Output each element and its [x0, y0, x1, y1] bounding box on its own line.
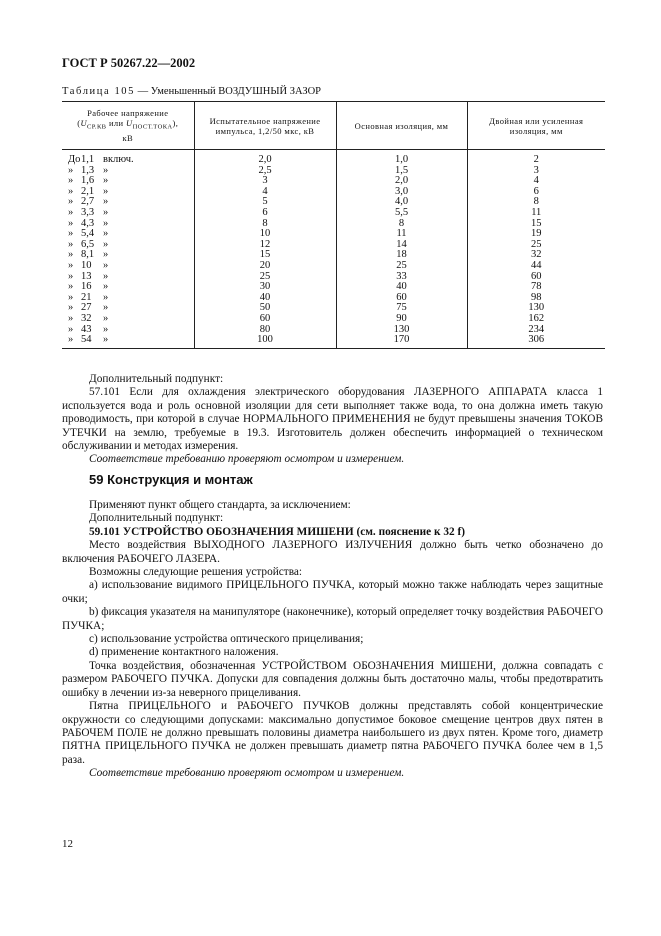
cell-basic-insulation: 1,0	[336, 150, 467, 166]
section-59	[62, 473, 603, 486]
cell-working-voltage	[62, 335, 194, 348]
table-caption	[62, 86, 321, 97]
cell-suffix: »	[103, 185, 109, 197]
cell-test-voltage: 3	[194, 176, 336, 187]
cell-voltage-value: 16	[81, 281, 92, 293]
header-test-voltage: Испытательное напряжение импульса, 1,2/50 мкс, кВ	[194, 102, 336, 150]
table-row	[62, 197, 605, 208]
table-header-row	[62, 102, 605, 150]
cell-suffix: »	[103, 259, 109, 271]
table-row	[62, 187, 605, 198]
list-item-c: с) использование устройства оптического прицеливания;	[89, 633, 364, 646]
header-working-voltage: Рабочее напряжение ($U_{СР.КВ}$ или $U_{ПОСТ.ТОКА}$), кВ	[62, 102, 194, 150]
cell-suffix: »	[103, 249, 109, 261]
cell-voltage-value: 10	[81, 259, 92, 271]
header-basic-insulation: Основная изоляция, мм	[336, 102, 467, 150]
cell-double-insulation: 19	[467, 229, 605, 240]
cell-qualifier: »	[68, 185, 74, 197]
cell-suffix: »	[103, 175, 109, 187]
cell-qualifier: »	[68, 259, 74, 271]
cell-basic-insulation: 18	[336, 250, 467, 261]
table-row	[62, 314, 605, 325]
cell-qualifier: »	[68, 249, 74, 261]
table-caption-number: Таблица 105	[62, 86, 136, 97]
cell-basic-insulation: 4,0	[336, 197, 467, 208]
cell-double-insulation: 15	[467, 219, 605, 230]
cell-working-voltage	[62, 150, 194, 166]
cell-voltage-value: 32	[81, 312, 92, 324]
cell-suffix: »	[103, 302, 109, 314]
table-row	[62, 240, 605, 251]
header-sub-rms: СР.КВ	[86, 123, 107, 131]
air-clearance-table	[62, 101, 605, 349]
table-row	[62, 166, 605, 177]
cell-test-voltage: 2,0	[194, 150, 336, 166]
table-row	[62, 229, 605, 240]
cell-test-voltage: 6	[194, 208, 336, 219]
cell-test-voltage: 50	[194, 303, 336, 314]
paragraph-target-indicator: Точка воздействия, обозначенная УСТРОЙСТВОМ ОБОЗНАЧЕНИЯ МИШЕНИ, должна совпадать с размером РАБОЧЕГО ПУЧКА. Допуски для совпадения должны быть достаточно малы, чтобы предотвратить ошибку в лечении из-за неверного прицеливания.	[62, 659, 603, 699]
cell-voltage-value: 2,7	[81, 196, 95, 208]
paragraph-additional-subclause: Дополнительный подпункт:	[89, 373, 224, 385]
list-item-a: а) использование видимого ПРИЦЕЛЬНОГО ПУЧКА, который можно также наблюдать через защитные очки;	[62, 579, 603, 605]
paragraph-general-standard: Применяют пункт общего стандарта, за исключением:	[89, 499, 351, 511]
cell-test-voltage: 12	[194, 240, 336, 251]
header-double-insulation: Двойная или усиленная изоляция, мм	[467, 102, 605, 150]
cell-basic-insulation: 90	[336, 314, 467, 325]
page-number: 12	[62, 838, 73, 850]
cell-double-insulation: 130	[467, 303, 605, 314]
table-row	[62, 303, 605, 314]
cell-suffix: »	[103, 270, 109, 282]
header-or: или	[106, 118, 127, 129]
cell-qualifier: »	[68, 228, 74, 240]
paragraph-compliance-2: Соответствие требованию проверяют осмотром и измерением.	[89, 767, 405, 780]
cell-double-insulation: 32	[467, 250, 605, 261]
cell-working-voltage	[62, 208, 194, 219]
header-working-voltage-unit: кВ	[122, 132, 134, 143]
cell-basic-insulation: 130	[336, 325, 467, 336]
cell-basic-insulation: 11	[336, 229, 467, 240]
header-var-u1: U	[80, 118, 87, 129]
cell-voltage-value: 8,1	[81, 249, 95, 261]
cell-voltage-value: 54	[81, 334, 92, 346]
cell-test-voltage: 80	[194, 325, 336, 336]
table-caption-title: — Уменьшенный ВОЗДУШНЫЙ ЗАЗОР	[135, 86, 322, 97]
cell-basic-insulation: 5,5	[336, 208, 467, 219]
cell-voltage-value: 5,4	[81, 228, 95, 240]
cell-double-insulation: 98	[467, 293, 605, 304]
cell-double-insulation: 78	[467, 282, 605, 293]
cell-double-insulation: 306	[467, 335, 605, 348]
cell-double-insulation: 2	[467, 150, 605, 166]
cell-basic-insulation: 25	[336, 261, 467, 272]
text-block-59	[62, 499, 603, 781]
cell-basic-insulation: 33	[336, 272, 467, 283]
cell-basic-insulation: 1,5	[336, 166, 467, 177]
cell-test-voltage: 5	[194, 197, 336, 208]
cell-qualifier: »	[68, 206, 74, 218]
table-row	[62, 282, 605, 293]
cell-basic-insulation: 75	[336, 303, 467, 314]
cell-voltage-value: 1,3	[81, 164, 95, 176]
cell-qualifier: »	[68, 238, 74, 250]
cell-suffix: »	[103, 291, 109, 303]
cell-voltage-value: 1,6	[81, 175, 95, 187]
cell-voltage-value: 3,3	[81, 206, 95, 218]
header-var-u2: U	[126, 118, 133, 129]
list-item-d: d) применение контактного наложения.	[89, 646, 279, 659]
cell-voltage-value: 43	[81, 323, 92, 335]
cell-voltage-value: 4,3	[81, 217, 95, 229]
cell-voltage-value: 6,5	[81, 238, 95, 250]
cell-suffix: »	[103, 334, 109, 346]
cell-test-voltage: 15	[194, 250, 336, 261]
cell-test-voltage: 10	[194, 229, 336, 240]
cell-qualifier: »	[68, 175, 74, 187]
cell-voltage-value: 1,1	[81, 154, 95, 165]
header-sub-dc: ПОСТ.ТОКА	[132, 123, 173, 131]
paragraph-57-101: 57.101 Если для охлаждения электрического оборудования ЛАЗЕРНОГО АППАРАТА класса 1 используется вода и роль основной изоляции для сети выполняет также вода, то она должна иметь такую проводимость, при которой в случае НОРМАЛЬНОГО ПРИМЕНЕНИЯ не будут превышены значения ТОКОВ УТЕЧКИ на землю, требуемые в 19.3. Изготовитель должен обеспечить информацией о техническом обслуживании и методах измерения.	[62, 386, 603, 453]
cell-test-voltage: 30	[194, 282, 336, 293]
text-block-57	[62, 373, 603, 467]
cell-test-voltage: 25	[194, 272, 336, 283]
cell-test-voltage: 60	[194, 314, 336, 325]
cell-qualifier: »	[68, 323, 74, 335]
cell-working-voltage	[62, 261, 194, 272]
cell-double-insulation: 44	[467, 261, 605, 272]
cell-qualifier: »	[68, 312, 74, 324]
cell-qualifier: »	[68, 164, 74, 176]
cell-double-insulation: 3	[467, 166, 605, 177]
cell-basic-insulation: 40	[336, 282, 467, 293]
cell-double-insulation: 25	[467, 240, 605, 251]
cell-suffix: »	[103, 238, 109, 250]
cell-suffix: »	[103, 281, 109, 293]
cell-basic-insulation: 3,0	[336, 187, 467, 198]
table-row	[62, 261, 605, 272]
cell-voltage-value: 13	[81, 270, 92, 282]
cell-test-voltage: 40	[194, 293, 336, 304]
cell-suffix: »	[103, 228, 109, 240]
cell-basic-insulation: 2,0	[336, 176, 467, 187]
cell-double-insulation: 234	[467, 325, 605, 336]
table-row	[62, 150, 605, 166]
cell-basic-insulation: 8	[336, 219, 467, 230]
table-row	[62, 250, 605, 261]
table-row	[62, 176, 605, 187]
cell-basic-insulation: 14	[336, 240, 467, 251]
cell-test-voltage: 100	[194, 335, 336, 348]
paragraph-compliance-1: Соответствие требованию проверяют осмотром и измерением.	[89, 453, 405, 466]
cell-qualifier: »	[68, 291, 74, 303]
cell-working-voltage	[62, 314, 194, 325]
cell-double-insulation: 60	[467, 272, 605, 283]
cell-double-insulation: 6	[467, 187, 605, 198]
table-row	[62, 335, 605, 348]
cell-suffix: »	[103, 312, 109, 324]
table-row	[62, 219, 605, 230]
cell-double-insulation: 11	[467, 208, 605, 219]
list-item-b: b) фиксация указателя на манипуляторе (наконечнике), который определяет точку воздействия РАБОЧЕГО ПУЧКА;	[62, 606, 603, 632]
header-working-voltage-title: Рабочее напряжение	[87, 108, 169, 119]
paragraph-additional-subclause-2: Дополнительный подпункт:	[89, 512, 224, 525]
cell-test-voltage: 4	[194, 187, 336, 198]
table-row	[62, 325, 605, 336]
cell-double-insulation: 162	[467, 314, 605, 325]
cell-double-insulation: 8	[467, 197, 605, 208]
cell-qualifier: »	[68, 270, 74, 282]
section-59-title: 59 Конструкция и монтаж	[89, 472, 253, 487]
cell-suffix: »	[103, 206, 109, 218]
paragraph-59-101-title: 59.101 УСТРОЙСТВО ОБОЗНАЧЕНИЯ МИШЕНИ (см. пояснение к 32 f)	[89, 525, 465, 538]
cell-qualifier: »	[68, 334, 74, 346]
cell-voltage-value: 21	[81, 291, 92, 303]
document-header: ГОСТ Р 50267.22—2002	[62, 56, 196, 70]
cell-voltage-value: 2,1	[81, 185, 95, 197]
cell-qualifier: »	[68, 196, 74, 208]
cell-test-voltage: 20	[194, 261, 336, 272]
cell-qualifier: »	[68, 302, 74, 314]
cell-suffix: »	[103, 196, 109, 208]
cell-qualifier: »	[68, 217, 74, 229]
cell-suffix: »	[103, 164, 109, 176]
cell-suffix: »	[103, 323, 109, 335]
cell-voltage-value: 27	[81, 302, 92, 314]
cell-basic-insulation: 60	[336, 293, 467, 304]
cell-qualifier: »	[68, 281, 74, 293]
paragraph-impact-point: Место воздействия ВЫХОДНОГО ЛАЗЕРНОГО ИЗЛУЧЕНИЯ должно быть четко обозначено до включения РАБОЧЕГО ЛАЗЕРА.	[62, 539, 603, 565]
cell-suffix: включ.	[103, 154, 134, 165]
paragraph-beam-spots: Пятна ПРИЦЕЛЬНОГО и РАБОЧЕГО ПУЧКОВ должны представлять собой концентрические окружности со следующими допусками: максимально допустимое боковое смещение центров двух пятен в РАБОЧЕМ ПОЛЕ не должно превышать половины диаметра наибольшего из двух пятен. Кроме того, диаметр ПЯТНА ПРИЦЕЛЬНОГО ПУЧКА не должен превышать диаметр пятна РАБОЧЕГО ПУЧКА более чем в 1,5 раза.	[62, 700, 603, 766]
table-body	[62, 150, 605, 349]
cell-test-voltage: 8	[194, 219, 336, 230]
table-row	[62, 208, 605, 219]
cell-test-voltage: 2,5	[194, 166, 336, 177]
cell-suffix: »	[103, 217, 109, 229]
cell-double-insulation: 4	[467, 176, 605, 187]
cell-qualifier: До	[68, 154, 81, 165]
paragraph-possible-solutions: Возможны следующие решения устройства:	[89, 566, 303, 579]
table-row	[62, 272, 605, 283]
table-row	[62, 293, 605, 304]
cell-basic-insulation: 170	[336, 335, 467, 348]
